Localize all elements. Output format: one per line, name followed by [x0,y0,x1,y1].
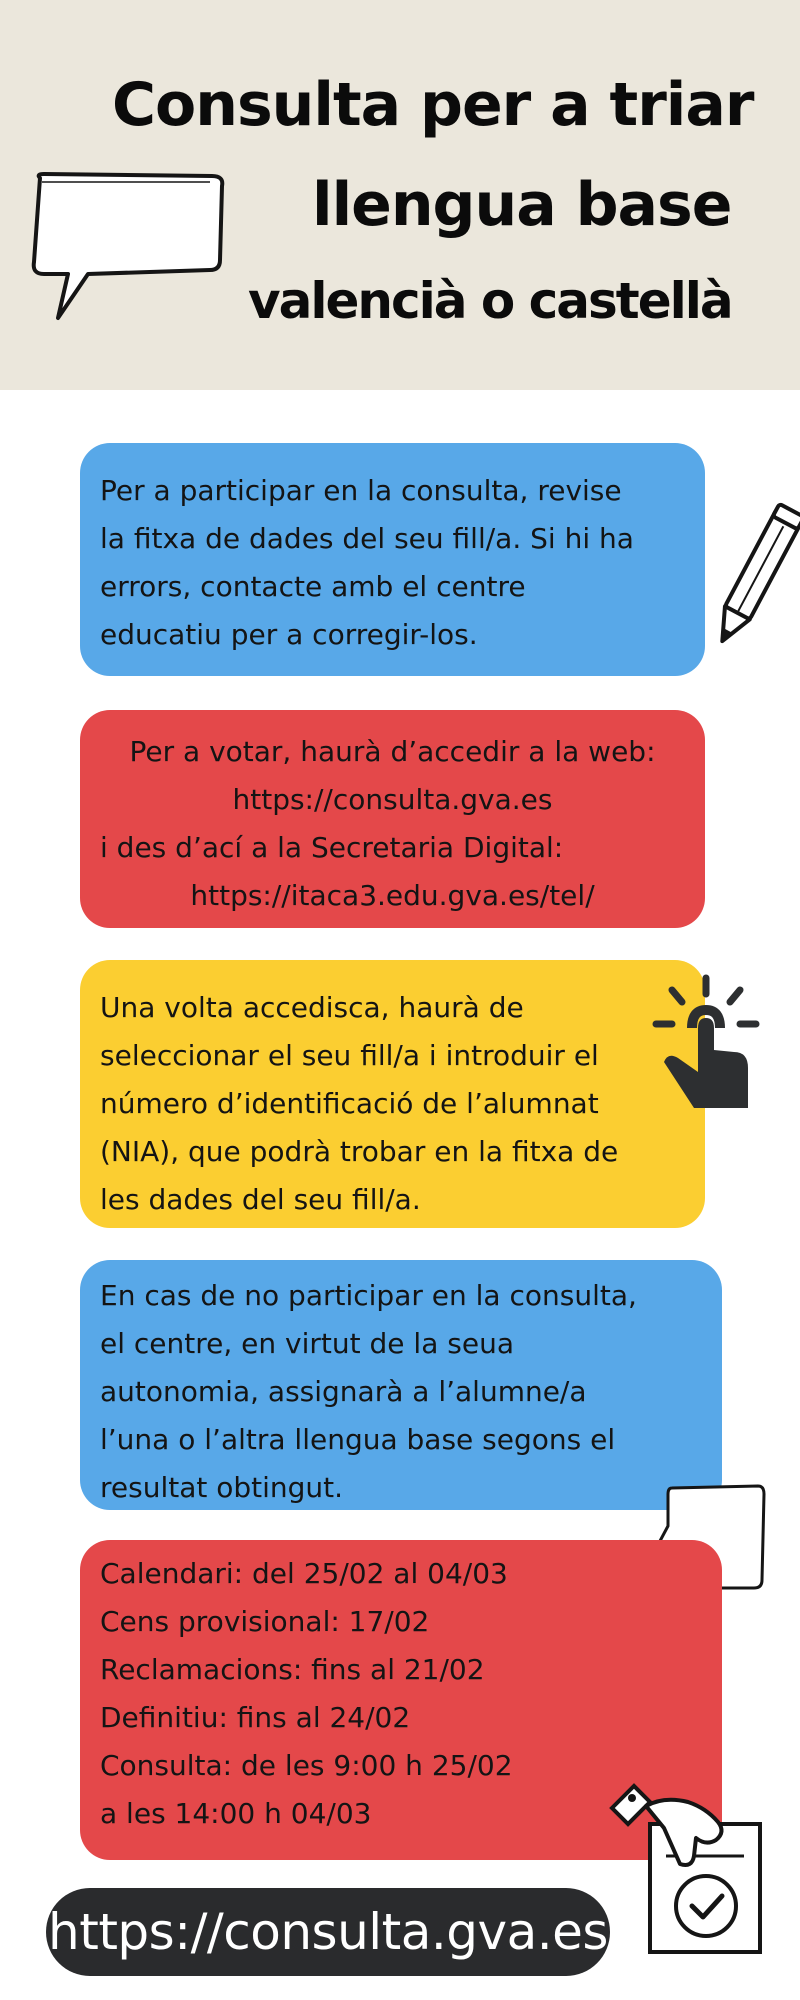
card-line: i des d’ací a la Secretaria Digital: [100,831,564,864]
card-line: la fitxa de dades del seu fill/a. Si hi ha [100,522,634,555]
vote-card [80,710,705,928]
card-line: el centre, en virtut de la seua [100,1327,514,1360]
header-banner [0,0,800,390]
card-line: Calendari: del 25/02 al 04/03 [100,1557,508,1590]
card-line: Una volta accedisca, haurà de [100,991,524,1024]
card-line: errors, contacte amb el centre [100,570,526,603]
card-line: les dades del seu fill/a. [100,1183,421,1216]
ballot-box-icon [606,1756,776,1956]
secretaria-url-link[interactable]: https://itaca3.edu.gva.es/tel/ [190,879,595,912]
no-participation-card [80,1260,722,1510]
pencil-icon [712,498,800,658]
card-line: autonomia, assignarà a l’alumne/a [100,1375,587,1408]
card-line: Per a votar, haurà d’accedir a la web: [129,735,656,768]
card-line: resultat obtingut. [100,1471,344,1504]
vote-url-link[interactable]: https://consulta.gva.es [232,783,553,816]
card-line: (NIA), que podrà trobar en la fitxa de [100,1135,619,1168]
card-line: Cens provisional: 17/02 [100,1605,430,1638]
card-line: número d’identificació de l’alumnat [100,1087,599,1120]
card-line: Per a participar en la consulta, revise [100,474,622,507]
consulta-url-link[interactable]: https://consulta.gva.es [46,1888,610,1976]
tap-hand-icon [648,972,760,1122]
speech-bubble-icon [28,170,228,325]
card-line: Reclamacions: fins al 21/02 [100,1653,485,1686]
card-line: Definitiu: fins al 24/02 [100,1701,411,1734]
card-line: educatiu per a corregir-los. [100,618,478,651]
page-title-line1: Consulta per a triar [112,70,754,140]
card-line: Consulta: de les 9:00 h 25/02 [100,1749,513,1782]
participate-card [80,443,705,676]
card-line: l’una o l’altra llengua base segons el [100,1423,616,1456]
card-line: a les 14:00 h 04/03 [100,1797,372,1830]
card-line: seleccionar el seu fill/a i introduir el [100,1039,599,1072]
page-subtitle: valencià o castellà [248,272,732,330]
page-title-line2: llengua base [312,170,732,240]
access-card [80,960,705,1228]
card-line: En cas de no participar en la consulta, [100,1279,637,1312]
